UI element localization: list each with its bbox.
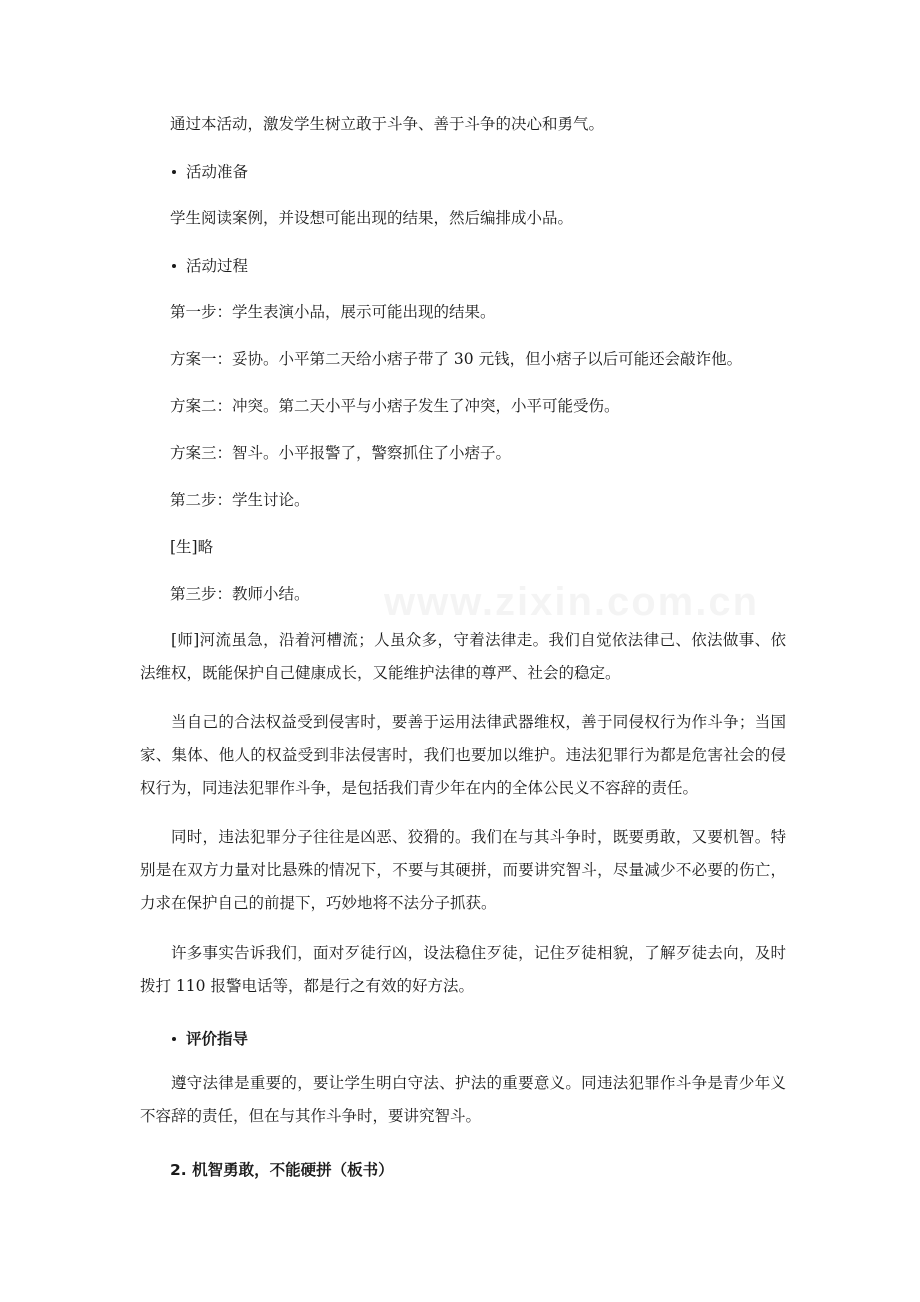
plan-three-line: 方案三：智斗。小平报警了，警察抓住了小痞子。	[170, 444, 512, 462]
board-heading: 2. 机智勇敢，不能硬拼（板书）	[170, 1161, 394, 1179]
section-heading: 活动准备	[186, 163, 249, 181]
step-three-line: 第三步：教师小结。	[170, 585, 310, 603]
bullet-icon	[172, 170, 176, 174]
courage-paragraph: 同时，违法犯罪分子往往是凶恶、狡猾的。我们在与其斗争时，既要勇敢，又要机智。特别是在双方力量对比悬殊的情况下，不要与其硬拼，而要讲究智斗，尽量减少不必要的伤亡，力求在保护自己的前提下，巧妙地将不法分子抓获。	[140, 828, 786, 912]
student-response-line: [生]略	[170, 538, 214, 556]
teacher-summary-paragraph: [师]河流虽急，沿着河槽流；人虽众多，守着法律走。我们自觉依法律己、依法做事、依法维权，既能保护自己健康成长，又能维护法律的尊严、社会的稳定。	[140, 631, 786, 682]
section-bullet-process	[172, 256, 248, 276]
activity-goal-line: 通过本活动，激发学生树立敢于斗争、善于斗争的决心和勇气。	[170, 115, 605, 133]
rights-paragraph: 当自己的合法权益受到侵害时，要善于运用法律武器维权，善于同侵权行为作斗争；当国家、集体、他人的权益受到非法侵害时，我们也要加以维护。违法犯罪行为都是危害社会的侵权行为，同违法犯罪作斗争，是包括我们青少年在内的全体公民义不容辞的责任。	[140, 713, 786, 797]
step-two-line: 第二步：学生讨论。	[170, 491, 310, 509]
section-heading: 评价指导	[186, 1030, 249, 1048]
section-bullet-preparation	[172, 162, 248, 182]
step-one-line: 第一步：学生表演小品，展示可能出现的结果。	[170, 303, 496, 321]
plan-one-line: 方案一：妥协。小平第二天给小痞子带了 30 元钱，但小痞子以后可能还会敲诈他。	[170, 350, 743, 368]
evaluation-paragraph: 遵守法律是重要的，要让学生明白守法、护法的重要意义。同违法犯罪作斗争是青少年义不容辞的责任，但在与其作斗争时，要讲究智斗。	[140, 1074, 786, 1125]
watermark	[384, 580, 759, 625]
plan-two-line: 方案二：冲突。第二天小平与小痞子发生了冲突，小平可能受伤。	[170, 397, 620, 415]
section-bullet-evaluation	[172, 1029, 248, 1049]
bullet-icon	[172, 264, 176, 268]
methods-paragraph: 许多事实告诉我们，面对歹徒行凶，设法稳住歹徒，记住歹徒相貌，了解歹徒去向，及时拨打 110 报警电话等，都是行之有效的好方法。	[140, 944, 786, 995]
bullet-icon	[172, 1037, 176, 1041]
section-heading: 活动过程	[186, 257, 249, 275]
preparation-line: 学生阅读案例，并设想可能出现的结果，然后编排成小品。	[170, 209, 574, 227]
